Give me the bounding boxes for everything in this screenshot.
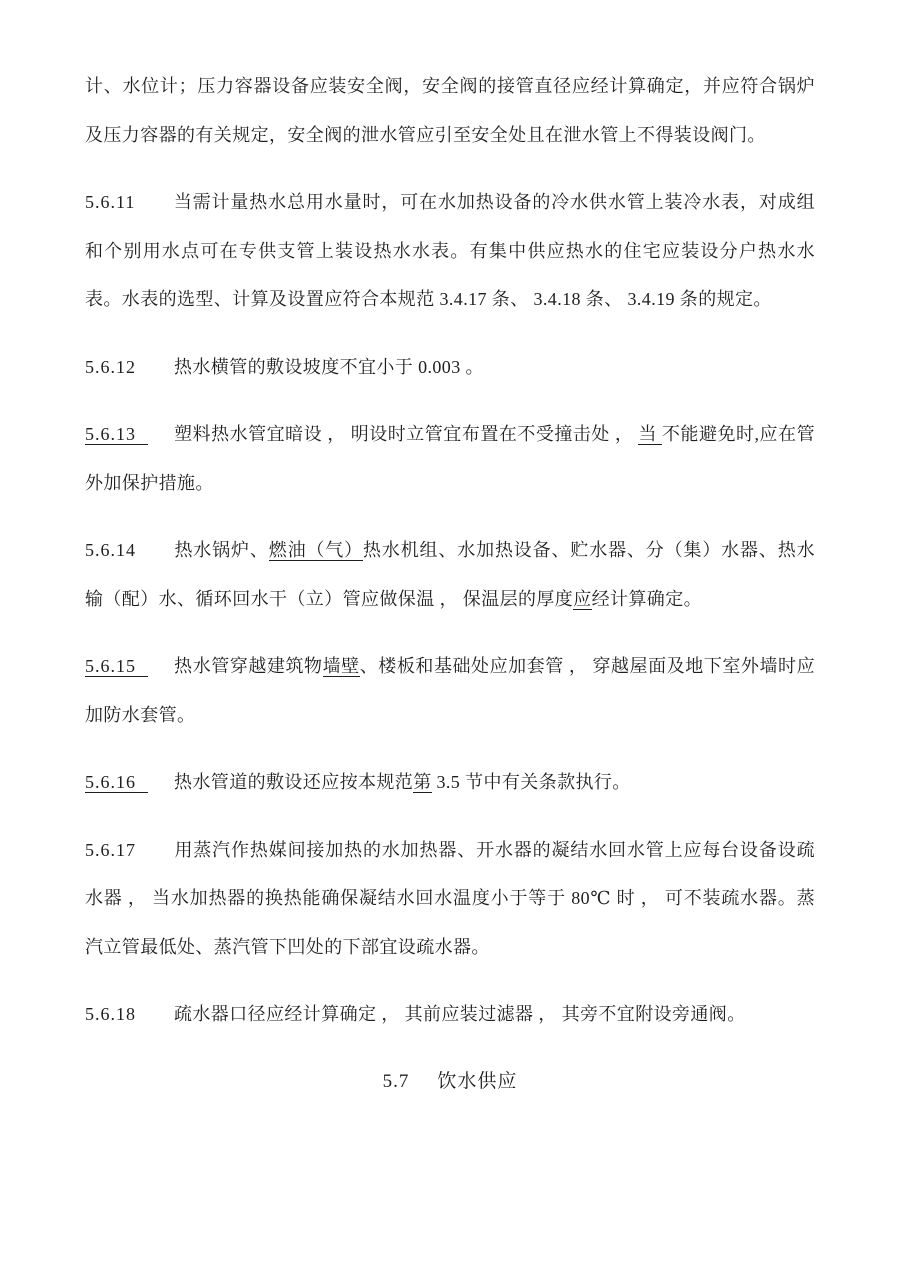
text-run: 3.5 节中有关条款执行。	[431, 772, 631, 792]
section-5-6-15	[85, 642, 815, 739]
section-number: 5.7	[382, 1070, 410, 1092]
section-5-6-12	[85, 343, 815, 392]
section-5-6-16	[85, 758, 815, 807]
text-run: 当需计量热水总用水量时，可在水加热设备的冷水供水管上装冷水表，对成组和个别用水点可在专供支管上装设热水水表。有集中供应热水的住宅应装设分户热水水表。水表的选型、计算及设置应符合本规范 3.4.17 条、 3.4.18 条、 3.4.19 条的规定。	[85, 192, 815, 309]
section-number: 5.6.13	[85, 424, 148, 445]
section-number: 5.6.18	[85, 1004, 136, 1024]
section-5-6-13	[85, 410, 815, 507]
text-run: 饮水供应	[437, 1070, 518, 1092]
text-run: 经计算确定。	[591, 588, 703, 609]
text-run: 热水锅炉、	[174, 540, 269, 560]
text-run: 热水管穿越建筑物	[174, 656, 323, 676]
section-number: 5.6.12	[85, 356, 136, 377]
section-5-6-17	[85, 826, 815, 972]
text-run: 不能避免时,应在管外加保护措施。	[85, 424, 815, 493]
text-run: 热水机组、水加热设备、贮水器、分（集）水器、热水输（配）水、循环回水干（立）管应做保温 ， 保温层的厚度	[85, 540, 815, 609]
section-number: 5.6.11	[85, 192, 136, 212]
heading-5-7	[85, 1058, 815, 1107]
text-run: 热水横管的敷设坡度不宜小于 0.003 。	[174, 356, 484, 377]
paragraph-continuation	[85, 62, 815, 159]
underlined-text: 燃油（气）	[268, 540, 363, 560]
section-5-6-18	[85, 990, 815, 1039]
text-run: 塑料热水管宜暗设 ， 明设时立管宜布置在不受撞击处 ，	[174, 424, 639, 444]
text-run: 、楼板和基础处应加套管 ， 穿越屋面及地下室外墙时应加防水套管。	[85, 656, 815, 725]
section-number: 5.6.17	[85, 839, 136, 860]
underlined-text: 第	[413, 772, 432, 792]
section-5-6-14	[85, 526, 815, 623]
section-number: 5.6.16	[85, 772, 148, 793]
text-run: 热水管道的敷设还应按本规范	[174, 772, 414, 792]
text-run: 疏水器口径应经计算确定 ， 其前应装过滤器 ， 其旁不宜附设旁通阀。	[174, 1004, 746, 1024]
section-number: 5.6.14	[85, 540, 136, 560]
section-number: 5.6.15	[85, 656, 148, 677]
section-5-6-11	[85, 178, 815, 324]
underlined-text: 当	[638, 424, 662, 444]
text-run: 计、水位计；压力容器设备应装安全阀，安全阀的接管直径应经计算确定，并应符合锅炉及压力容器的有关规定，安全阀的泄水管应引至安全处且在泄水管上不得装设阀门。	[85, 76, 815, 145]
text-run: 用蒸汽作热媒间接加热的水加热器、开水器的凝结水回水管上应每台设备设疏水器 ， 当水加热器的换热能确保凝结水回水温度小于等于 80℃ 时 ， 可不装疏水器。蒸汽立管最低处、蒸汽管下凹处的下部宜设疏水器。	[85, 839, 815, 957]
underlined-text: 应	[573, 588, 592, 609]
underlined-text: 墙壁	[322, 656, 360, 676]
